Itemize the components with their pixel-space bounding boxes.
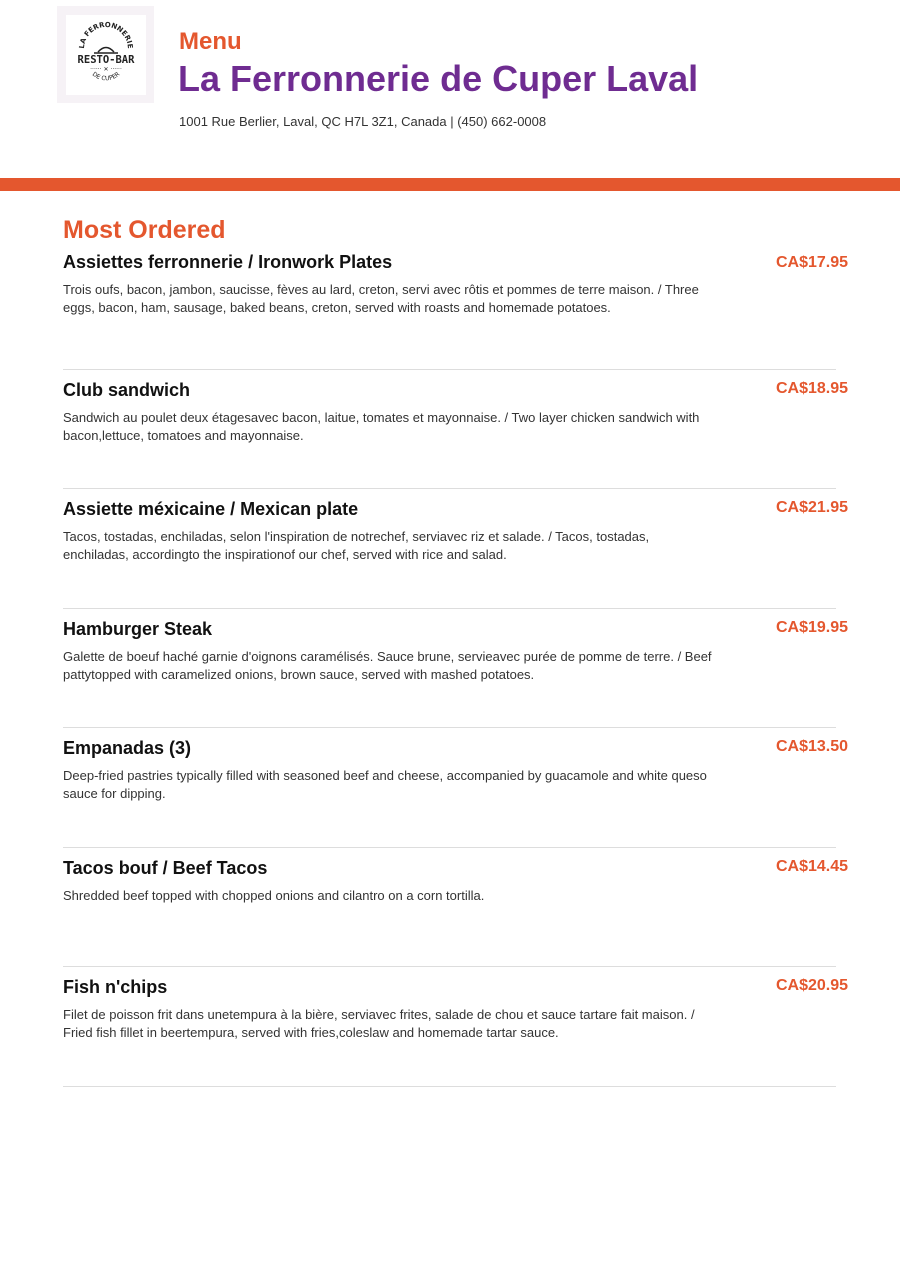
- menu-item[interactable]: [63, 250, 848, 370]
- menu-item[interactable]: [63, 609, 848, 729]
- item-price: CA$20.95: [775, 977, 848, 994]
- item-name: Hamburger Steak: [63, 618, 213, 639]
- menu-item[interactable]: [63, 848, 848, 968]
- item-description: Galette de boeuf haché garnie d'oignons caramélisés. Sauce brune, servieavec purée de pomme de terre. / Beef pattytopped with caramelized onions, brown sauce, served with mashed potatoes.: [63, 648, 712, 682]
- logo-arc-bottom: DE CUPER: [90, 70, 121, 82]
- menu-header: [0, 0, 900, 178]
- menu-item[interactable]: [63, 967, 848, 1087]
- item-price: CA$19.95: [775, 618, 848, 636]
- item-description: Tacos, tostadas, enchiladas, selon l'inspiration de notrechef, serviavec riz et salade. / Tacos, tostadas, enchiladas, accordingto the inspirationof our chef, served with rice and salad.: [63, 529, 650, 562]
- item-description: Sandwich au poulet deux étagesavec bacon, laitue, tomates et mayonnaise. / Two layer chicken sandwich with bacon,lettuce, tomatoes and mayonnaise.: [63, 409, 700, 443]
- item-name: Assiettes ferronnerie / Ironwork Plates: [63, 252, 393, 272]
- logo-main-text: RESTO-BAR: [77, 53, 134, 66]
- restaurant-address: 1001 Rue Berlier, Laval, QC H7L 3Z1, Canada | (450) 662-0008: [179, 114, 547, 129]
- logo-emblem-icon: [70, 19, 142, 91]
- item-name: Club sandwich: [63, 379, 191, 400]
- menu-item[interactable]: [63, 489, 848, 609]
- logo-badge: [66, 15, 146, 95]
- item-description: Deep-fried pastries typically filled with seasoned beef and cheese, accompanied by guacamole and white queso sauce for dipping.: [63, 768, 707, 801]
- restaurant-name: La Ferronnerie de Cuper Laval: [178, 58, 699, 99]
- item-name: Tacos bouf / Beef Tacos: [63, 857, 268, 878]
- item-price: CA$17.95: [775, 254, 848, 271]
- item-name: Assiette méxicaine / Mexican plate: [63, 499, 359, 519]
- section-title: Most Ordered: [63, 216, 226, 244]
- item-description: Shredded beef topped with chopped onions and cilantro on a corn tortilla.: [63, 887, 485, 903]
- item-price: CA$21.95: [775, 499, 848, 516]
- item-price: CA$18.95: [775, 379, 848, 397]
- item-price: CA$13.50: [775, 738, 848, 755]
- item-name: Fish n'chips: [63, 977, 168, 997]
- restaurant-logo: [57, 6, 154, 103]
- logo-arc-top: LA FERRONNERIE: [77, 20, 134, 49]
- menu-label: Menu: [179, 28, 242, 55]
- svg-text:······ ✕ ······: ······ ✕ ······: [89, 65, 122, 73]
- menu-item[interactable]: [63, 370, 848, 490]
- item-description: Filet de poisson frit dans unetempura à la bière, serviavec frites, salade de chou et sauce tartare fait maison. / Fried fish fillet in beertempura, served with fries,coleslaw and homemade tartar sauce.: [63, 1007, 695, 1040]
- menu-items-list: [63, 250, 848, 1087]
- item-name: Empanadas (3): [63, 738, 192, 758]
- item-description: Trois oufs, bacon, jambon, saucisse, fèves au lard, creton, servi avec rôtis et pommes de terre maison. / Three eggs, bacon, ham, sausage, baked beans, creton, served with roasts and homemade potatoes.: [63, 282, 699, 315]
- menu-item[interactable]: [63, 728, 848, 848]
- header-divider-bar: [0, 178, 900, 191]
- item-price: CA$14.45: [775, 857, 848, 875]
